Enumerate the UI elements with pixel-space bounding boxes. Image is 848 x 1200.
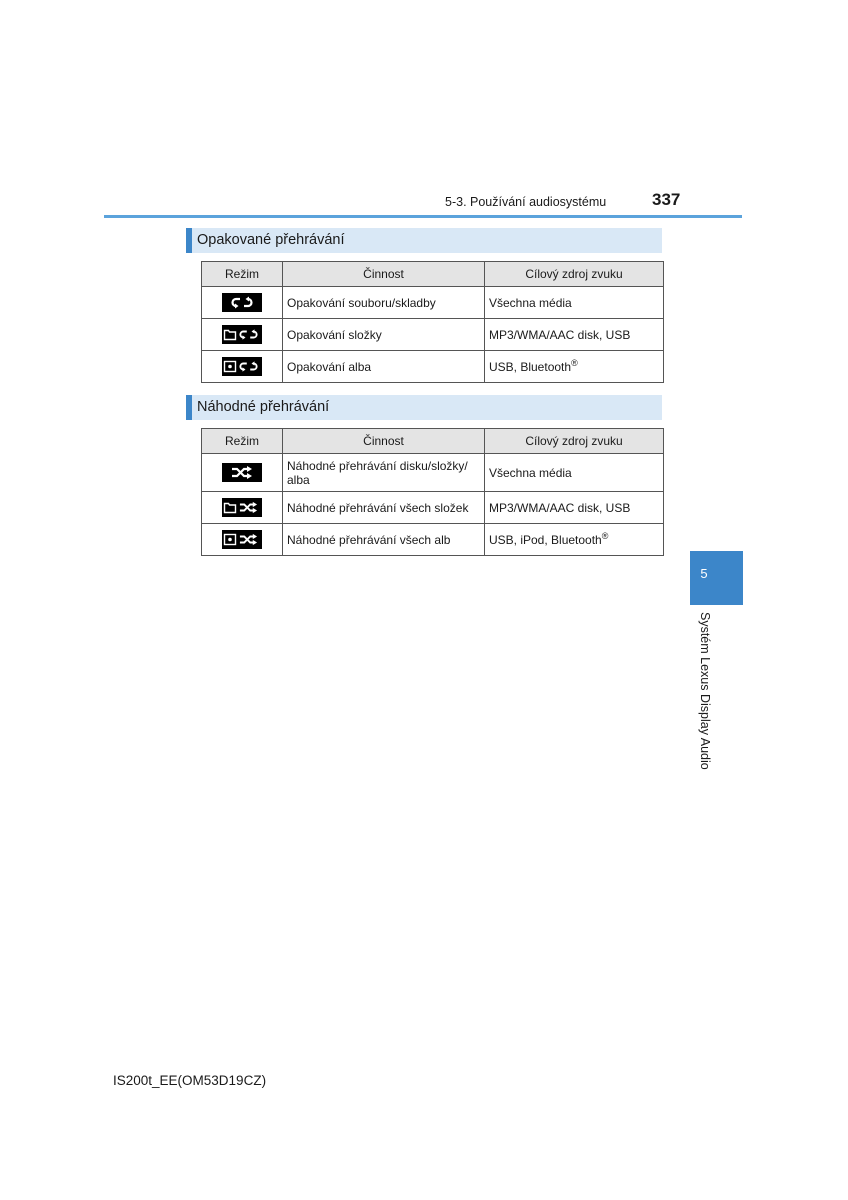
random-table bbox=[201, 428, 664, 556]
section-heading-random bbox=[186, 395, 662, 420]
mode-cell bbox=[202, 454, 283, 492]
source-text: USB, iPod, Bluetooth bbox=[489, 532, 602, 547]
mode-cell bbox=[202, 492, 283, 524]
action-cell: Opakování alba bbox=[283, 351, 485, 383]
header-section-title: 5-3. Používání audiosystému bbox=[445, 195, 607, 209]
source-cell bbox=[485, 524, 664, 556]
mode-cell bbox=[202, 351, 283, 383]
header-divider bbox=[104, 215, 742, 218]
disc-shuffle-icon bbox=[222, 530, 262, 549]
table-row bbox=[202, 524, 664, 556]
section-heading-accent bbox=[186, 228, 192, 253]
table-row bbox=[202, 319, 664, 351]
source-cell: MP3/WMA/AAC disk, USB bbox=[485, 319, 664, 351]
section-title-repeat: Opakované přehrávání bbox=[197, 232, 345, 248]
source-cell bbox=[485, 351, 664, 383]
source-cell: Všechna média bbox=[485, 454, 664, 492]
chapter-title: Systém Lexus Display Audio bbox=[698, 612, 712, 770]
table-row bbox=[202, 492, 664, 524]
source-text: USB, Bluetooth bbox=[489, 359, 572, 374]
repeat-table bbox=[201, 261, 664, 383]
chapter-number: 5 bbox=[700, 566, 708, 581]
action-cell: Náhodné přehrávání všech složek bbox=[283, 492, 485, 524]
column-header-mode: Režim bbox=[202, 429, 283, 454]
action-cell: Náhodné přehrávání disku/složky/ alba bbox=[283, 454, 485, 492]
table-row bbox=[202, 351, 664, 383]
section-title-random: Náhodné přehrávání bbox=[197, 399, 330, 415]
mode-cell bbox=[202, 319, 283, 351]
table-header-row bbox=[202, 262, 664, 287]
page-number: 337 bbox=[652, 190, 681, 209]
section-heading-repeat bbox=[186, 228, 662, 253]
mode-cell bbox=[202, 287, 283, 319]
table-row bbox=[202, 454, 664, 492]
column-header-mode: Režim bbox=[202, 262, 283, 287]
column-header-action: Činnost bbox=[283, 262, 485, 287]
column-header-source: Cílový zdroj zvuku bbox=[485, 429, 664, 454]
document-code: IS200t_EE(OM53D19CZ) bbox=[113, 1073, 267, 1088]
action-cell: Náhodné přehrávání všech alb bbox=[283, 524, 485, 556]
chapter-tab bbox=[690, 551, 743, 605]
column-header-source: Cílový zdroj zvuku bbox=[485, 262, 664, 287]
table-header-row bbox=[202, 429, 664, 454]
source-cell: MP3/WMA/AAC disk, USB bbox=[485, 492, 664, 524]
table-row bbox=[202, 287, 664, 319]
mode-cell bbox=[202, 524, 283, 556]
action-cell: Opakování souboru/skladby bbox=[283, 287, 485, 319]
action-cell: Opakování složky bbox=[283, 319, 485, 351]
section-heading-accent bbox=[186, 395, 192, 420]
column-header-action: Činnost bbox=[283, 429, 485, 454]
registered-mark: ® bbox=[601, 530, 609, 541]
folder-shuffle-icon bbox=[222, 498, 262, 517]
folder-repeat-icon bbox=[222, 325, 262, 344]
repeat-icon bbox=[222, 293, 262, 312]
disc-repeat-icon bbox=[222, 357, 262, 376]
shuffle-icon bbox=[222, 463, 262, 482]
registered-mark: ® bbox=[571, 357, 578, 368]
source-cell: Všechna média bbox=[485, 287, 664, 319]
